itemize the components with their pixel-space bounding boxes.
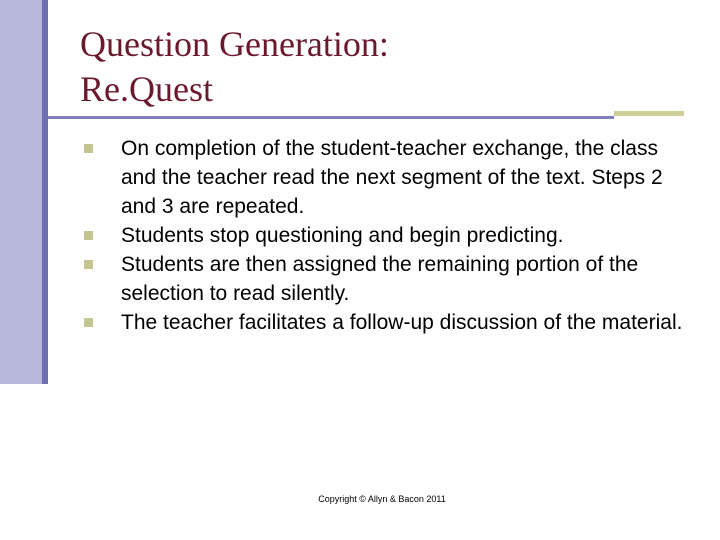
bullet-item [78, 250, 698, 308]
title-divider [48, 116, 614, 119]
bullet-text: The teacher facilitates a follow-up discussion of the material. [121, 311, 683, 334]
square-bullet-icon [84, 318, 93, 327]
bullet-text: On completion of the student-teacher exchange, the class and the teacher read the next segment of the text. Steps 2 and 3 are repeated. [121, 137, 663, 218]
title-divider-accent [614, 111, 684, 116]
copyright-footer: Copyright © Allyn & Bacon 2011 [318, 494, 446, 504]
bullet-item [78, 308, 698, 337]
square-bullet-icon [84, 231, 93, 240]
square-bullet-icon [84, 260, 93, 269]
square-bullet-icon [84, 144, 93, 153]
bullet-list [78, 134, 698, 337]
bullet-item [78, 221, 698, 250]
title-line-2: Re.Quest [80, 69, 213, 109]
left-decorative-bar-inner [0, 0, 42, 384]
bullet-text: Students stop questioning and begin predicting. [121, 224, 564, 247]
title-line-1: Question Generation: [80, 24, 389, 64]
left-decorative-bar [0, 0, 48, 384]
slide-title [80, 22, 700, 112]
bullet-text: Students are then assigned the remaining portion of the selection to read silently. [121, 253, 639, 305]
bullet-item [78, 134, 698, 221]
